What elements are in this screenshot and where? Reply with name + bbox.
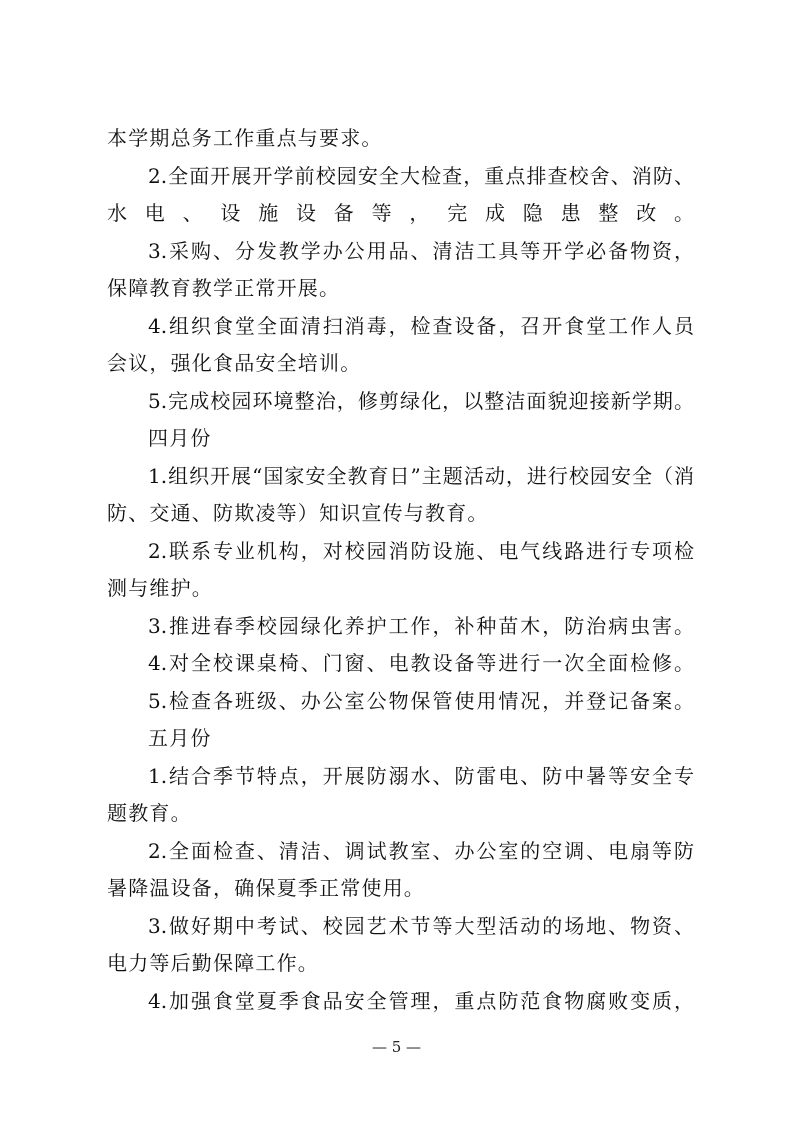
text-line: 4.加强食堂夏季食品安全管理，重点防范食物腐败变质， (148, 988, 694, 1013)
text-line: 3.推进春季校园绿化养护工作，补种苗木，防治病虫害。 (148, 613, 694, 638)
text-line: 4.组织食堂全面清扫消毒，检查设备，召开食堂工作人员 (148, 313, 694, 338)
paragraph (107, 308, 694, 383)
paragraph (107, 158, 694, 233)
document-body (107, 120, 694, 1020)
text-line: 防、交通、防欺凌等）知识宣传与教育。 (107, 501, 489, 525)
text-line: 保障教育教学正常开展。 (107, 276, 341, 300)
paragraph (107, 833, 694, 908)
text-line: 电力等后勤保障工作。 (107, 951, 319, 975)
text-line: 本学期总务工作重点与要求。 (107, 126, 383, 150)
paragraph (107, 608, 694, 646)
text-line: 3.做好期中考试、校园艺术节等大型活动的场地、物资、 (148, 913, 694, 938)
text-line: 暑降温设备，确保夏季正常使用。 (107, 876, 425, 900)
text-line: 1.组织开展“国家安全教育日”主题活动，进行校园安全（消 (148, 463, 694, 488)
text-line: 5.检查各班级、办公室公物保管使用情况，并登记备案。 (148, 688, 694, 713)
paragraph (107, 233, 694, 308)
text-line: 题教育。 (107, 801, 192, 825)
paragraph (107, 645, 694, 683)
paragraph (107, 758, 694, 833)
text-line: 四月份 (148, 426, 212, 450)
text-line: 会议，强化食品安全培训。 (107, 351, 362, 375)
text-line: 1.结合季节特点，开展防溺水、防雷电、防中暑等安全专 (148, 763, 694, 788)
paragraph (107, 458, 694, 533)
text-line: 测与维护。 (107, 576, 213, 600)
text-line: 水电、设施设备等，完成隐患整改。 (107, 201, 694, 225)
paragraph (107, 908, 694, 983)
text-line: 5.完成校园环境整治，修剪绿化，以整洁面貌迎接新学期。 (148, 388, 694, 413)
text-line: 2.全面检查、清洁、调试教室、办公室的空调、电扇等防 (148, 838, 694, 863)
text-line: 2.全面开展开学前校园安全大检查，重点排查校舍、消防、 (148, 163, 694, 188)
paragraph (107, 533, 694, 608)
paragraph (107, 420, 694, 458)
text-line: 五月份 (148, 726, 212, 750)
paragraph (107, 120, 694, 158)
paragraph (107, 683, 694, 721)
paragraph (107, 983, 694, 1021)
text-line: 3.采购、分发教学办公用品、清洁工具等开学必备物资， (148, 238, 694, 263)
page-number: — 5 — (371, 1038, 422, 1056)
text-line: 4.对全校课桌椅、门窗、电教设备等进行一次全面检修。 (148, 651, 694, 675)
text-line: 2.联系专业机构，对校园消防设施、电气线路进行专项检 (148, 538, 694, 563)
paragraph (107, 383, 694, 421)
paragraph (107, 720, 694, 758)
